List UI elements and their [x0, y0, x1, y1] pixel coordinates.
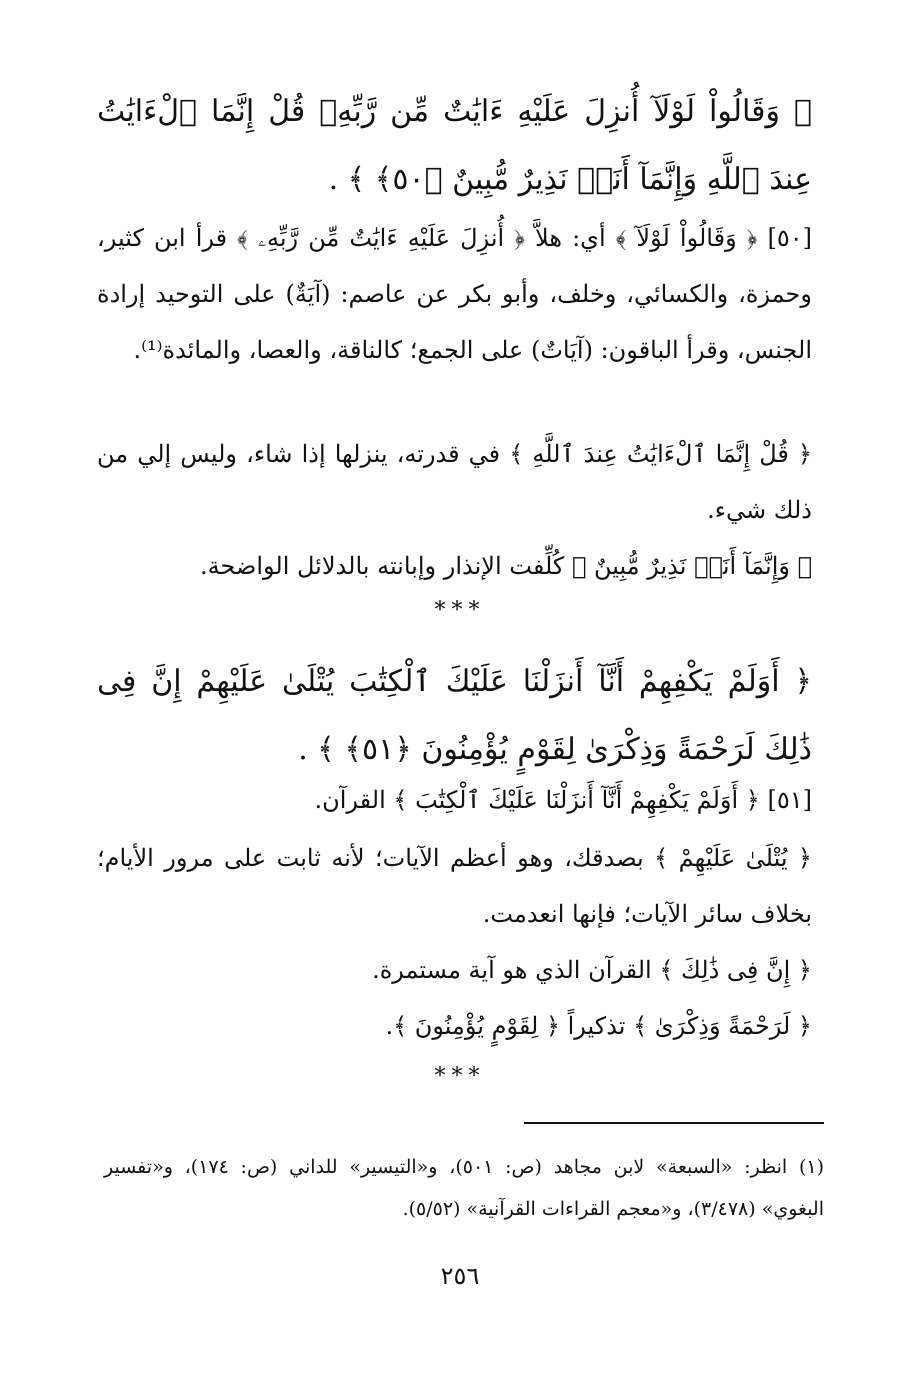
- section-separator-2: ***: [434, 1064, 486, 1089]
- footnote-1: (١) انظر: «السبعة» لابن مجاهد (ص: ٥٠١)، و«التيسير» للداني (ص: ١٧٤)، و«تفسير البغوي» (٣/٤٧٨)، و«معجم القراءات القرآنية» (٥/٥٢).: [104, 1156, 824, 1220]
- commentary-verse-51: [٥١] ﴿ أَوَلَمْ يَكْفِهِمْ أَنَّآ أَنزَلْنَا عَلَيْكَ ٱلْكِتَٰبَ ﴾ القرآن.: [314, 786, 812, 814]
- footnote-divider: [524, 1122, 824, 1124]
- commentary-51-rahma: ﴿ لَرَحْمَةً وَذِكْرَىٰ ﴾ تذكيراً ﴿ لِقَوْمٍ يُؤْمِنُونَ ﴾.: [385, 1012, 812, 1040]
- quran-verse-50: ﴿ وَقَالُواْ لَوْلَآ أُنزِلَ عَلَيْهِ ءَايَٰتٌ مِّن رَّبِّهِۦ قُلْ إِنَّمَا ٱلْءَايَٰتُ عِندَ ٱللَّهِ وَإِنَّمَآ أَنَا۠ نَذِيرٌ مُّبِينٌ ﴿٥٠﴾ ﴾ .: [97, 94, 812, 197]
- commentary-51-inna: ﴿ إِنَّ فِى ذَٰلِكَ ﴾ القرآن الذي هو آية مستمرة.: [372, 956, 812, 984]
- quran-verse-51: ﴿ أَوَلَمْ يَكْفِهِمْ أَنَّآ أَنزَلْنَا عَلَيْكَ ٱلْكِتَٰبَ يُتْلَىٰ عَلَيْهِمْ إِنَّ فِى ذَٰلِكَ لَرَحْمَةً وَذِكْرَىٰ لِقَوْمٍ يُؤْمِنُونَ ﴿٥١﴾ ﴾ .: [97, 664, 812, 767]
- section-separator-1: ***: [434, 598, 486, 623]
- page-number: ٢٥٦: [440, 1262, 480, 1290]
- commentary-50-nadhir: ﴿ وَإِنَّمَآ أَنَا۠ نَذِيرٌ مُّبِينٌ ﴾ كُلِّفت الإنذار وإبانته بالدلائل الواضحة.: [199, 552, 812, 580]
- commentary-50-qul: ﴿ قُلْ إِنَّمَا ٱلْءَايَٰتُ عِندَ ٱللَّهِ ﴾ في قدرته، ينزلها إذا شاء، وليس إلي من ذلك شيء.: [97, 440, 812, 524]
- commentary-51-yutla: ﴿ يُتْلَىٰ عَلَيْهِمْ ﴾ بصدقك، وهو أعظم الآيات؛ لأنه ثابت على مرور الأيام؛ بخلاف سائر الآيات؛ فإنها انعدمت.: [97, 844, 812, 928]
- commentary-verse-50: [٥٠] ﴿ وَقَالُواْ لَوْلَآ ﴾ أي: هلاَّ ﴿ أُنزِلَ عَلَيْهِ ءَايَٰتٌ مِّن رَّبِّهِۦ ﴾ قرأ ابن كثير، وحمزة، والكسائي، وخلف، وأبو بكر عن عاصم: (آيَةٌ) على التوحيد إرادة الجنس، وقرأ الباقون: (آيَاتٌ) على الجمع؛ كالناقة، والعصا، والمائدة⁽¹⁾.: [97, 224, 812, 364]
